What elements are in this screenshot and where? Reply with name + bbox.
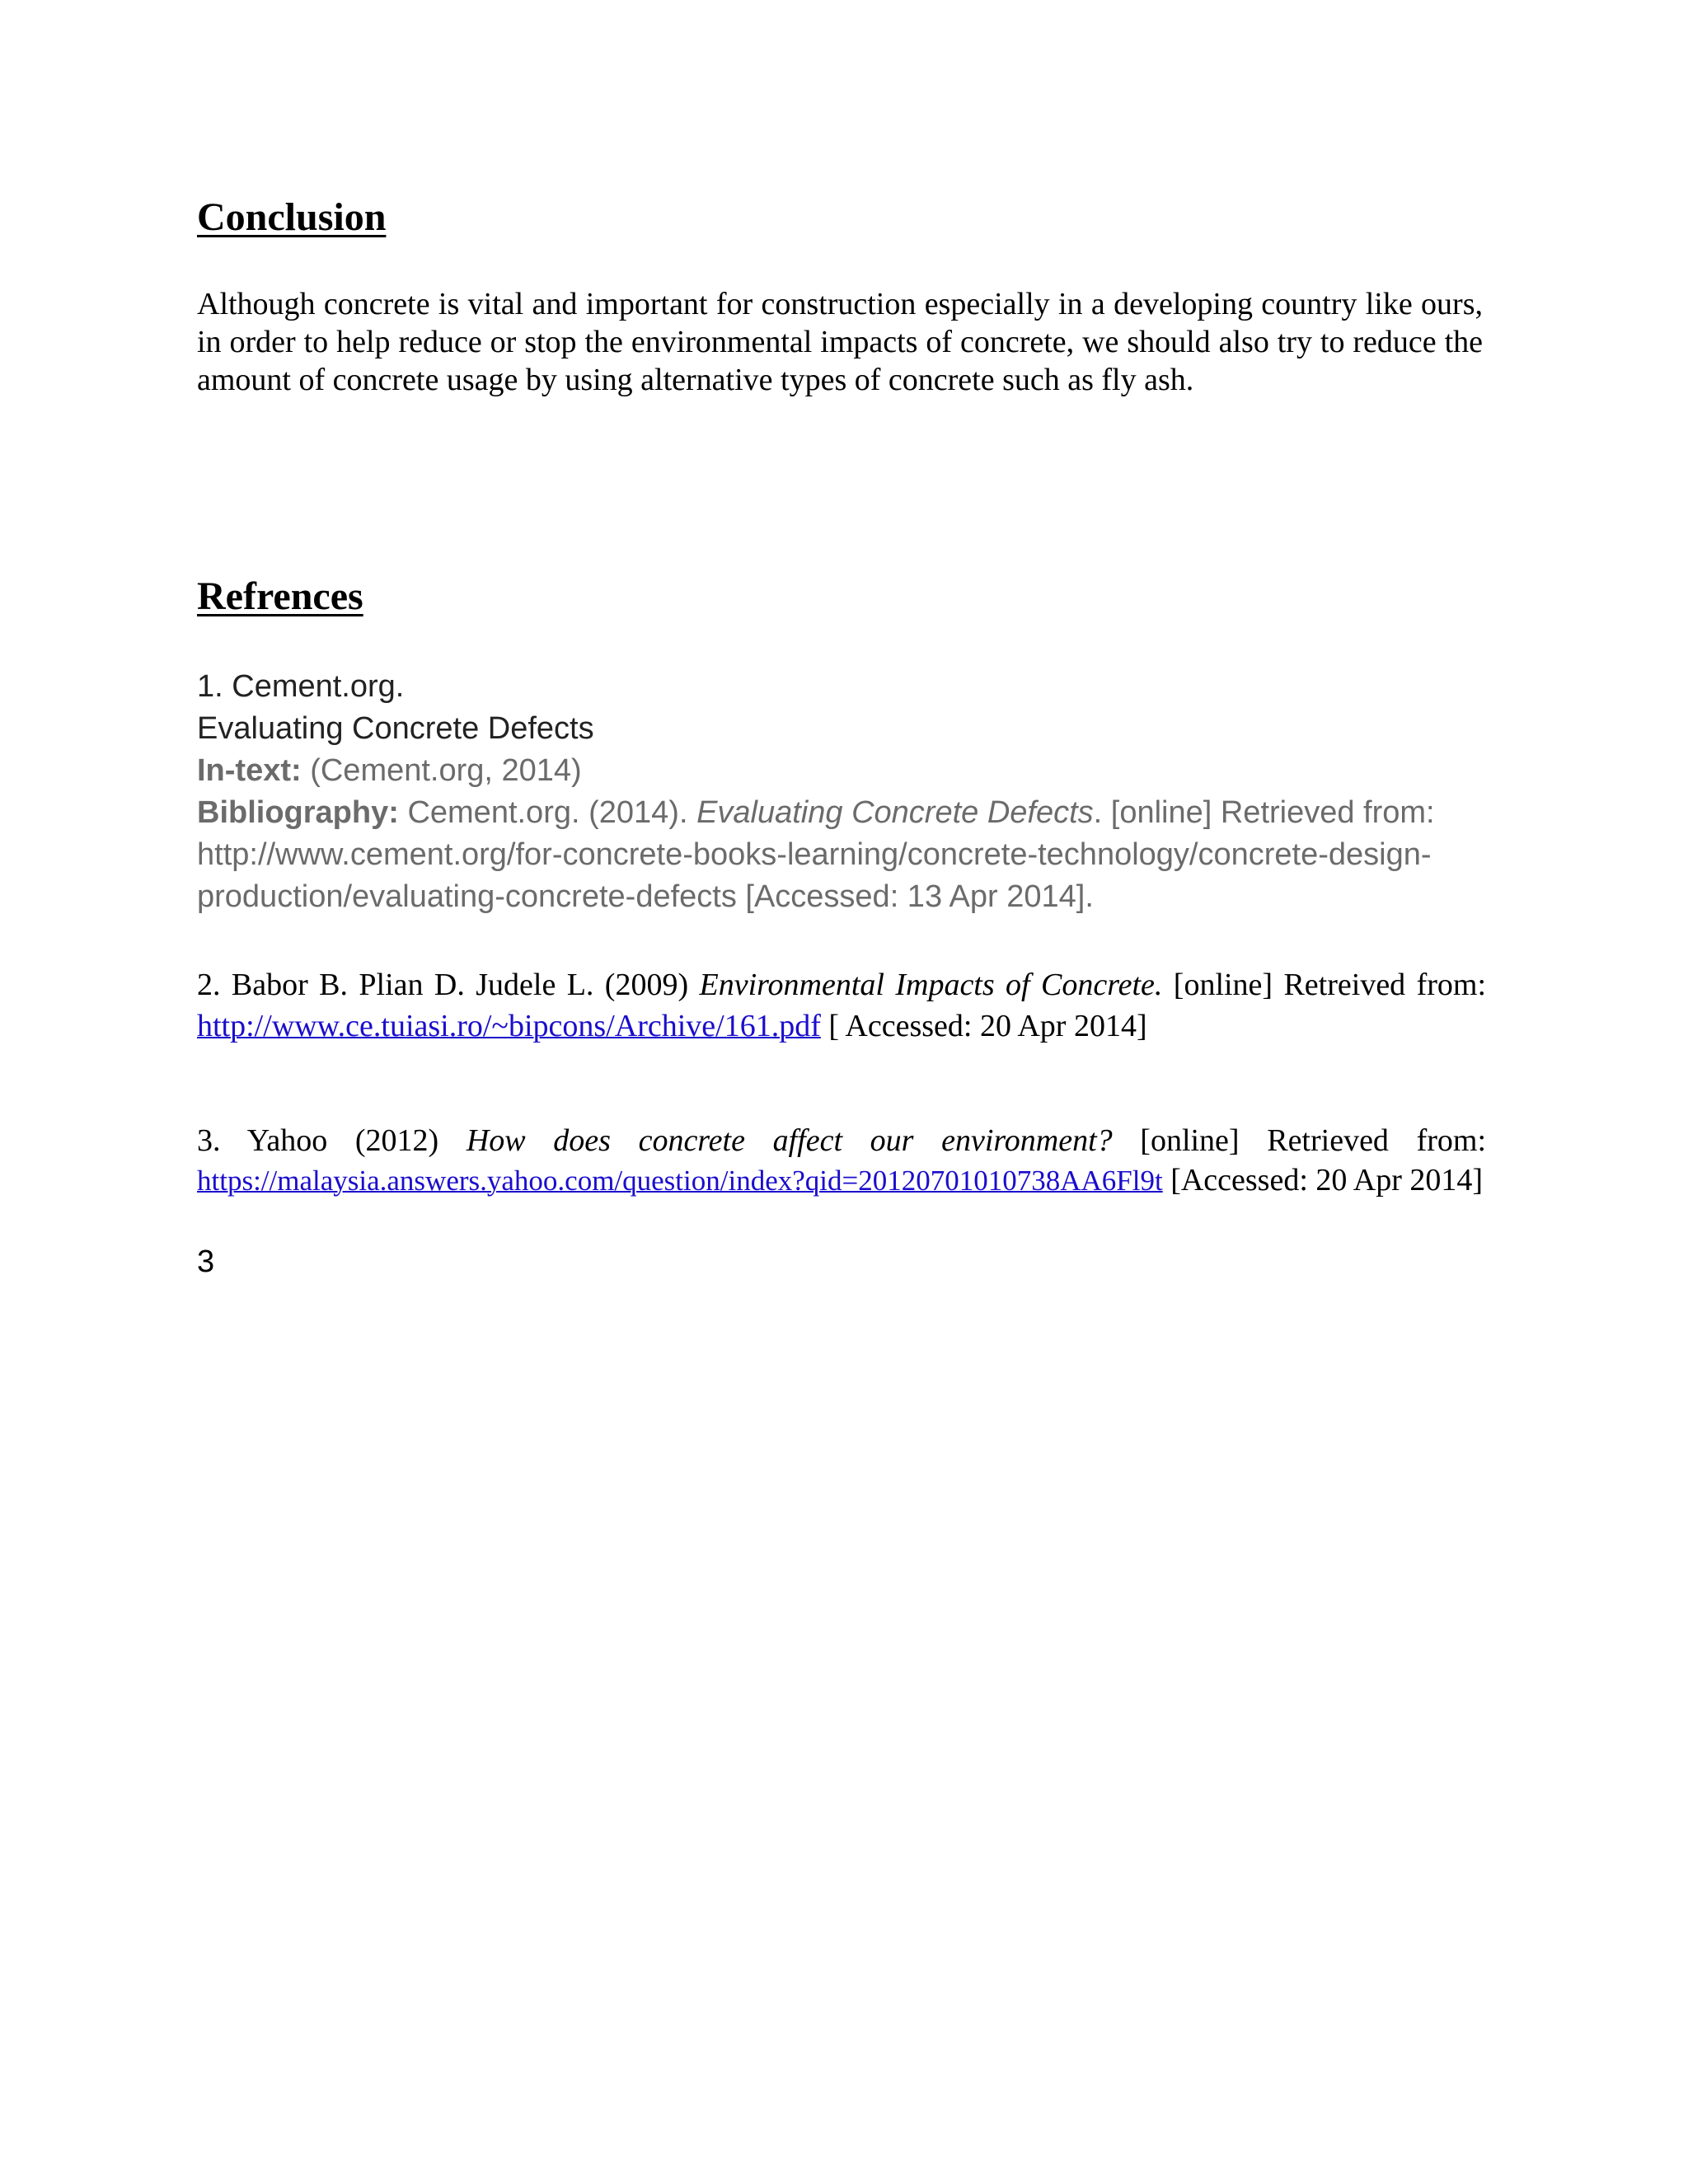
conclusion-heading: Conclusion — [197, 195, 387, 239]
reference-1-bibliography — [197, 792, 1516, 918]
reference-2-title: Environmental Impacts of Concrete. — [699, 968, 1163, 1002]
reference-1-title: Evaluating Concrete Defects — [197, 711, 594, 746]
references-heading: Refrences — [197, 574, 363, 618]
bibliography-label: Bibliography: — [197, 795, 399, 830]
page-number: 3 — [197, 1244, 215, 1279]
reference-2-mid: [online] Retreived from: — [1162, 968, 1486, 1002]
reference-3 — [197, 1121, 1486, 1201]
reference-3-mid: [online] Retrieved from: — [1112, 1123, 1486, 1158]
reference-1-source: 1. Cement.org. — [197, 669, 405, 704]
reference-1-intext — [197, 750, 1516, 792]
reference-3-pre: 3. Yahoo (2012) — [197, 1123, 467, 1158]
bibliography-post: . [online] Retrieved from: http://www.cement.org/for-concrete-books-learning/concrete-technology/concrete-design-production/evaluating-concrete-defects [Accessed: 13 Apr 2014]. — [197, 795, 1435, 914]
reference-2-post: [ Accessed: 20 Apr 2014] — [820, 1009, 1147, 1043]
intext-value: (Cement.org, 2014) — [301, 753, 582, 788]
reference-2 — [197, 964, 1486, 1047]
reference-2-pre: 2. Babor B. Plian D. Judele L. (2009) — [197, 968, 700, 1002]
intext-label: In-text: — [197, 753, 302, 788]
reference-3-title: How does concrete affect our environment? — [466, 1123, 1113, 1158]
reference-2-link[interactable]: http://www.ce.tuiasi.ro/~bipcons/Archive/161.pdf — [197, 1009, 821, 1043]
bibliography-pre: Cement.org. (2014). — [398, 795, 697, 830]
conclusion-paragraph: Although concrete is vital and important for construction especially in a developing country like ours, in order to help reduce or stop the environmental impacts of concrete, we should also try to reduce the amount of concrete usage by using alternative types of concrete such as fly ash. — [197, 287, 1483, 397]
reference-1 — [197, 666, 1516, 918]
bibliography-title: Evaluating Concrete Defects — [696, 795, 1094, 830]
reference-3-link[interactable]: https://malaysia.answers.yahoo.com/question/index?qid=20120701010738AA6Fl9t — [197, 1165, 1163, 1197]
reference-3-post: [Accessed: 20 Apr 2014] — [1162, 1163, 1484, 1197]
